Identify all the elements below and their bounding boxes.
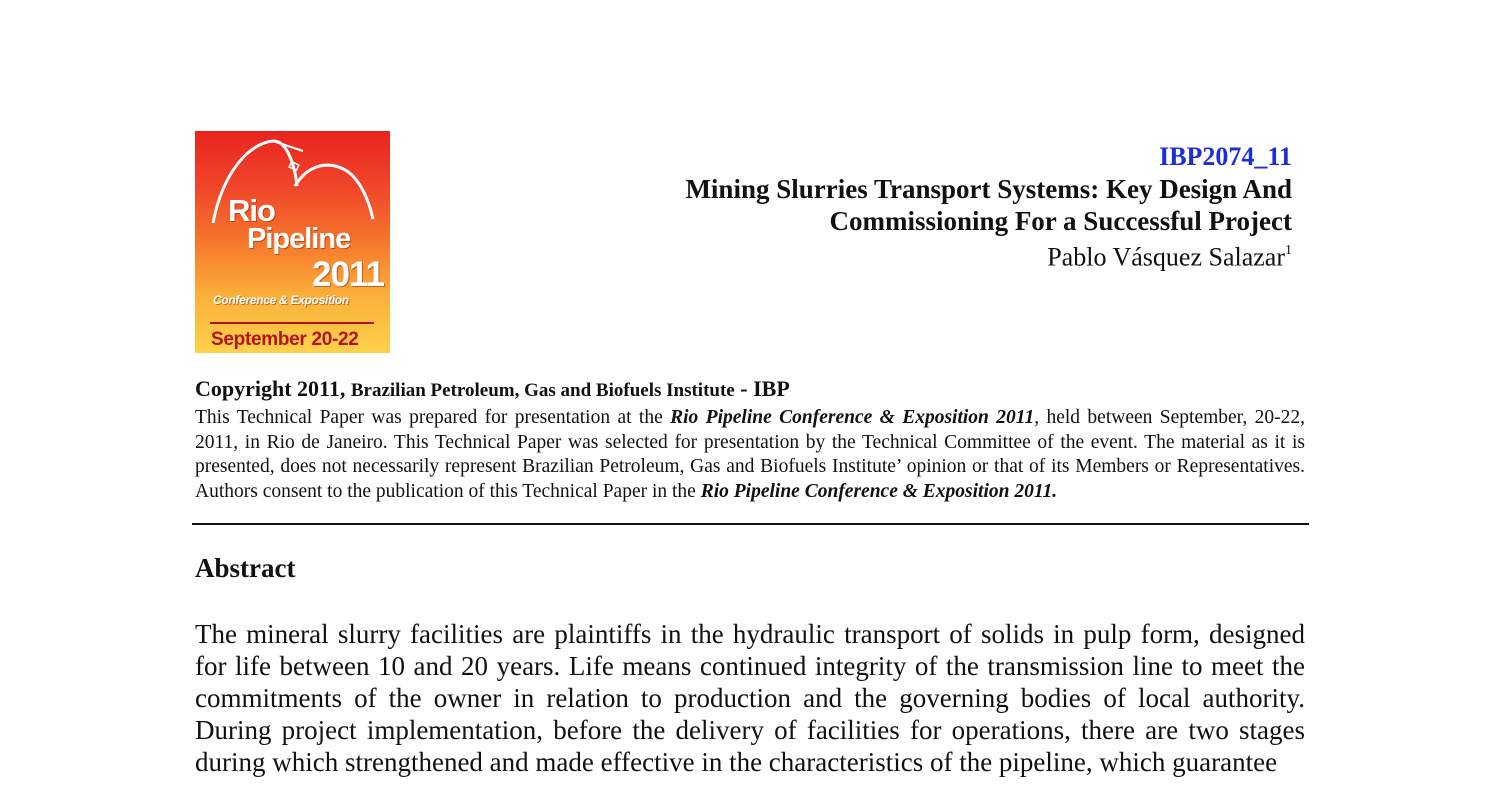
author-name: Pablo Vásquez Salazar [1047, 242, 1285, 272]
copyright-event-name: Rio Pipeline Conference & Exposition 2011 [670, 407, 1035, 428]
logo-rio-text: Rio [228, 193, 275, 228]
abstract-heading: Abstract [195, 553, 296, 583]
paper-id: IBP2074_11 [1159, 142, 1292, 171]
paper-author [685, 237, 1292, 274]
copyright-body-part-2: , held between September, 20-22, 2011, in Rio de Janeiro. This Technical Paper was selected for presentation by the Technical Committee of the event. The material as it is presented, does not necessarily represent Brazilian Petroleum, Gas and Biofuels Institute’ opinion or that of its Members or Representatives. Authors consent to the publication of this Technical Paper in the [195, 407, 1306, 502]
logo-pipeline-text: Pipeline [247, 223, 351, 255]
copyright-event-name-end: Rio Pipeline Conference & Exposition 2011. [700, 480, 1058, 502]
logo-dates-text: September 20-22 [211, 329, 359, 350]
copyright-notice [195, 374, 1305, 504]
copyright-heading [195, 374, 1305, 406]
copyright-body-part-1: This Technical Paper was prepared for presentation at the [195, 407, 663, 428]
logo-divider [210, 322, 374, 324]
copyright-dash: - [740, 376, 748, 401]
paper-header [685, 141, 1292, 274]
paper-title-line-2: Commissioning For a Successful Project [829, 206, 1292, 236]
section-divider [192, 523, 1309, 525]
copyright-ibp: IBP [753, 376, 790, 401]
abstract-text: The mineral slurry facilities are plaintiffs in the hydraulic transport of solids in pulp form, designed for life between 10 and 20 years. Life means continued integrity of the transmission line to meet the commitments of the owner in relation to production and the governing bodies of local authority. During project implementation, before the delivery of facilities for operations, there are two stages during which strengthened and made effective in the characteristics of the pipeline, which guarantee [195, 619, 1305, 777]
author-footnote-marker: 1 [1285, 243, 1292, 258]
conference-logo [195, 131, 390, 353]
logo-subtitle-text: Conference & Exposition [213, 293, 349, 307]
copyright-year: Copyright 2011, [195, 376, 346, 401]
logo-year-text: 2011 [312, 255, 384, 294]
paper-title-line-1: Mining Slurries Transport Systems: Key Design And [685, 174, 1292, 204]
copyright-institute: Brazilian Petroleum, Gas and Biofuels Institute [350, 380, 735, 401]
copyright-body [195, 406, 1305, 504]
